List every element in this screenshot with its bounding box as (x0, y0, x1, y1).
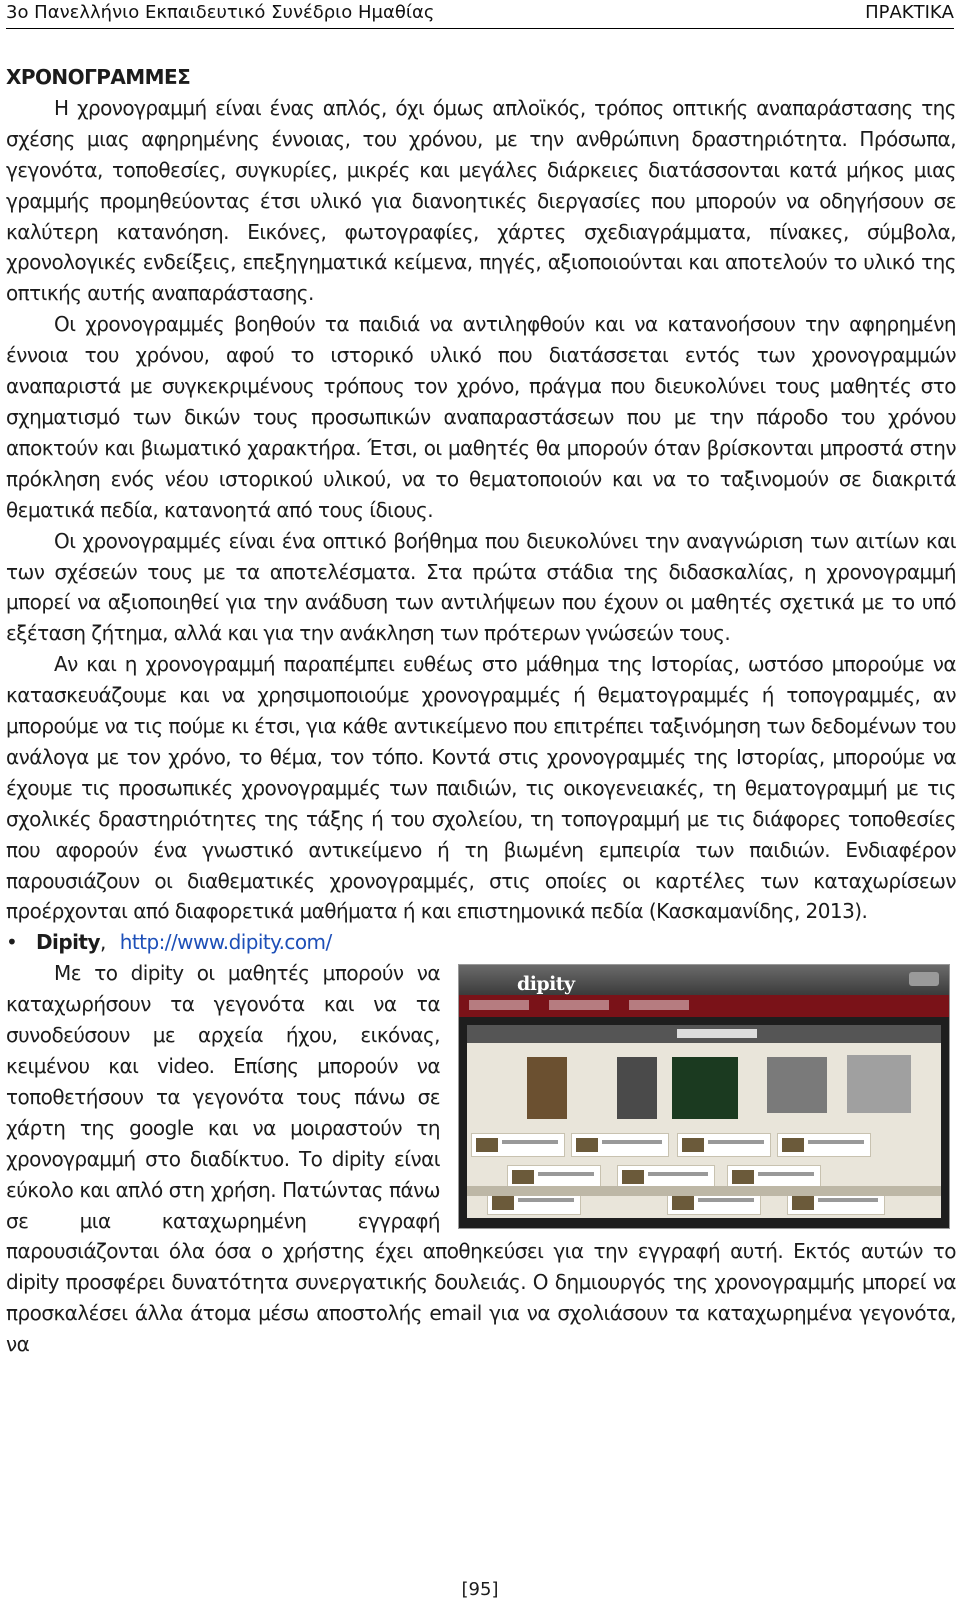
tool-separator: , (99, 930, 106, 955)
proceedings-label: ΠΡΑΚΤΙΚΑ (865, 2, 954, 23)
dipity-screenshot (458, 964, 950, 1229)
timeline-photo (767, 1057, 827, 1113)
timeline-entry-card (677, 1133, 771, 1157)
paragraph-benefits: Οι χρονογραμμές βοηθούν τα παιδιά να αντιληφθούν και να κατανοήσουν την αφηρημένη έννοια του χρόνου, αφού το ιστορικό υλικό που διατάσσεται εντός των χρονογραμμών αναπαριστά με συγκεκριμένους τρόπους τον χρόνο, πράγμα που διευκολύνει τους μαθητές στο σχηματισμό των δικών τους προσωπικών αναπαραστάσεων που με την πάροδο του χρόνου αποκτούν και βιωματικό χαρακτήρα. Έτσι, οι μαθητές θα μπορούν όταν βρίσκονται μπροστά στην πρόκληση ενός νέου ιστορικού υλικού, να το θεματοποιούν και να το ταξινομούν σε διακριτά θεματικά πεδία, κατανοητά από τους ίδιους. (6, 312, 956, 522)
conference-title: 3ο Πανελλήνιο Εκπαιδευτικό Συνέδριο Ημαθίας (6, 2, 435, 23)
paragraph-types: Αν και η χρονογραμμή παραπέμπει ευθέως στο μάθημα της Ιστορίας, ωστόσο μπορούμε να κατασκευάζουμε και να χρησιμοποιούμε χρονογραμμές ή θεματογραμμές ή τοπογραμμές, αν μπορούμε να τις πούμε κι έτσι, για κάθε αντικείμενο που επιτρέπει ταξινόμηση των δεδομένων του ανάλογα με τον χρόνο, το θέμα, τον τόπο. Κοντά στις χρονογραμμές της Ιστορίας, μπορούμε να έχουμε τις προσωπικές χρονογραμμές των παιδιών, τις οικογενειακές, τη θεματογραμμή με τις σχολικές δραστηριότητες της τάξης ή του σχολείου, τη τοπογραμμή με τις διάφορες τοποθεσίες που αφορούν ένα γνωστικό αντικείμενο ή τη βιωμένη εμπειρία των παιδιών. Ενδιαφέρον παρουσιάζουν οι διαθεματικές χρονογραμμές, στις οποίες οι καρτέλες των καταχωρίσεων προέρχονται από διαφορετικά μαθήματα ή και επιστημονικά πεδία (Κασκαμανίδης, 2013). (6, 652, 956, 924)
tool-bullet (6, 927, 956, 958)
bullet-icon: • (6, 930, 18, 955)
dipity-logo: dipity (517, 973, 575, 996)
page-body (6, 62, 956, 1360)
dipity-topbar-button (909, 972, 939, 986)
tool-link[interactable]: http://www.dipity.com/ (119, 930, 332, 955)
dipity-navbar (459, 995, 949, 1017)
timeline-photo (672, 1057, 738, 1119)
running-header (6, 0, 954, 29)
dipity-timeline-title (677, 1029, 757, 1038)
paragraph-dipity (6, 958, 956, 1360)
page-number: [95] (461, 1579, 499, 1600)
section-heading: ΧΡΟΝΟΓΡΑΜΜΕΣ (6, 65, 191, 89)
timeline-photo (847, 1055, 911, 1113)
tool-name: Dipity (36, 930, 100, 955)
dipity-timeline-title-bar (467, 1025, 941, 1043)
timeline-entry-card (571, 1133, 669, 1157)
timeline-photo (617, 1057, 657, 1119)
dipity-nav-item (629, 1000, 689, 1010)
timeline-entry-card (777, 1133, 871, 1157)
dipity-nav-item (549, 1000, 609, 1010)
dipity-nav-item (469, 1000, 529, 1010)
paragraph-intro: Η χρονογραμμή είναι ένας απλός, όχι όμως απλοϊκός, τρόπος οπτικής αναπαράστασης της σχέσης μιας αφηρημένης έννοιας, του χρόνου, με την ανθρώπινη δραστηριότητα. Πρόσωπα, γεγονότα, τοποθεσίες, συγκυρίες, μικρές και μεγάλες διάρκειες διατάσσονται κατά μήκος μιας γραμμής προμηθεύοντας έτσι υλικό για διανοητικές διεργασίες που μπορούν να οδηγήσουν σε καλύτερη κατανόηση. Εικόνες, φωτογραφίες, χάρτες σχεδιαγράμματα, πίνακες, σύμβολα, χρονολογικές ενδείξεις, επεξηγηματικά κείμενα, πηγές, αξιοποιούνται και αποτελούν το υλικό της οπτικής αυτής αναπαράστασης. (6, 95, 956, 306)
paragraph-visual-aid: Οι χρονογραμμές είναι ένα οπτικό βοήθημα που διευκολύνει την αναγνώριση των αιτίων και των σχέσεών τους με τα αποτελέσματα. Στα πρώτα στάδια της διδασκαλίας, η χρονογραμμή μπορεί να αξιοποιηθεί για την ανάδυση των αντιλήψεων που έχουν οι μαθητές σχετικά με το υπό εξέταση ζήτημα, αλλά και για την ανάκληση των πρότερων γνώσεών τους. (6, 528, 956, 646)
dipity-topbar (459, 965, 949, 995)
paragraph-dipity-text: Με το dipity οι μαθητές μπορούν να καταχωρήσουν τα γεγονότα και να τα συνοδεύσουν με αρχεία ήχου, εικόνας, κειμένου και video. Επίσης μπορούν να τοποθετήσουν τα γεγονότα τους πάνω σε χάρτη της google και να μοιραστούν τη χρονογραμμή στο διαδίκτυο. Το dipity είναι εύκολο και απλό στη χρήση. Πατώντας πάνω σε μια καταχωρημένη εγγραφή παρουσιάζονται όλα όσα ο χρήστης έχει αποθηκεύσει για την εγγραφή αυτή. Εκτός αυτών το dipity προσφέρει δυνατότητα συνεργατικής δουλειάς. Ο δημιουργός της χρονογραμμής μπορεί να προσκαλέσει άλλα άτομα μέσω αποστολής email για να σχολιάσουν τα καταχωρημένα γεγονότα, να (6, 961, 956, 1357)
timeline-axis (467, 1186, 941, 1196)
dipity-timeline-panel (467, 1025, 941, 1218)
timeline-photo (527, 1057, 567, 1119)
timeline-entry-card (471, 1133, 565, 1157)
